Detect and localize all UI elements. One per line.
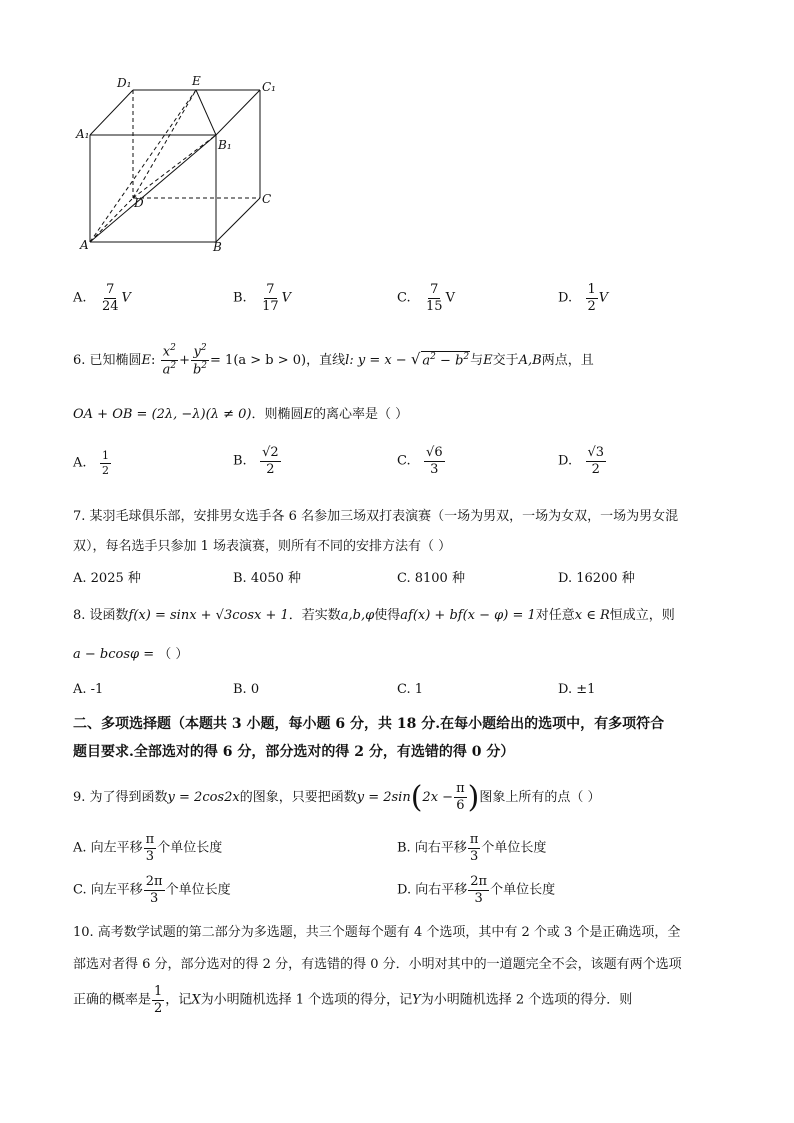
section-heading-line2: 题目要求.全部选对的得 6 分，部分选对的得 2 分，有选错的得 0 分） (73, 744, 515, 760)
q10-line3: 正确的概率是 $\frac{1}{2}$ ，记X为小明随机选择 1 个选项的得分，记Y为小明随机选择 2 个选项的得分．则 (73, 984, 633, 1016)
label-c: C (262, 192, 272, 206)
q6-option-d: D. $\frac{√3}{2}$ (558, 445, 605, 477)
q7-option-b: B. 4050 种 (233, 571, 302, 586)
section-heading-line1: 二、多项选择题（本题共 3 小题，每小题 6 分，共 18 分.在每小题给出的选项中，有多项符合 (73, 716, 665, 732)
label-a: A (80, 238, 89, 252)
q8-option-d: D. ±1 (558, 682, 596, 697)
label-d: D (134, 196, 144, 210)
q5-option-d: D. $\frac{1}{2}$ V (558, 282, 609, 314)
q8-option-c: C. 1 (397, 682, 424, 697)
q6-line1: 6. 已知椭圆E: $\frac{x^2}{a^2}$ + $\frac{y^2}{b^2}$ = 1(a > b > 0)，直线l: y = x − √ $a^2 - b^2$与E交于A,B两点，且 (73, 343, 594, 378)
q7-option-d: D. 16200 种 (558, 571, 635, 586)
cube-figure (70, 70, 290, 260)
q9-option-d: D. 向右平移 $\frac{2\pi}{3}$ 个单位长度 (397, 874, 556, 906)
label-e: E (192, 74, 201, 88)
q9-option-a: A. 向左平移 $\frac{\pi}{3}$ 个单位长度 (73, 832, 223, 864)
q7-option-a: A. 2025 种 (73, 571, 141, 586)
label-c1: C₁ (262, 80, 276, 94)
q9-option-c: C. 向左平移 $\frac{2\pi}{3}$ 个单位长度 (73, 874, 231, 906)
q10-line2: 部选对者得 6 分，部分选对的得 2 分，有选错的得 0 分．小明对其中的一道题完全不会，该题有两个选项 (73, 957, 682, 972)
q8-line1: 8. 设函数f(x) = sinx + √3cosx + 1．若实数a,b,φ使得af(x) + bf(x − φ) = 1对任意x ∈ R恒成立，则 (73, 608, 675, 623)
q6-option-c: C. $\frac{√6}{3}$ (397, 445, 443, 477)
q6-option-a: A. $\frac{1}{2}$ (73, 449, 109, 477)
label-b1: B₁ (218, 138, 232, 152)
label-a1: A₁ (76, 127, 90, 141)
q9-option-b: B. 向右平移 $\frac{\pi}{3}$ 个单位长度 (397, 832, 547, 864)
q10-line1: 10. 高考数学试题的第二部分为多选题，共三个题每个题有 4 个选项，其中有 2 个或 3 个是正确选项，全 (73, 925, 681, 940)
q6-line2: OA + OB = (2λ, −λ)(λ ≠ 0)．则椭圆E的离心率是（ ） (73, 407, 409, 422)
q9-stem: 9. 为了得到函数y = 2cos2x的图象，只要把函数y = 2sin(2x − $\frac{\pi}{6}$ )图象上所有的点（ ） (73, 780, 601, 815)
label-b: B (213, 240, 222, 254)
label-d1: D₁ (117, 76, 132, 90)
q5-option-c: C. $\frac{7}{15}$ V (397, 282, 455, 314)
q6-option-b: B. $\frac{√2}{2}$ (233, 445, 279, 477)
q8-option-b: B. 0 (233, 682, 260, 697)
q7-line1: 7. 某羽毛球俱乐部，安排男女选手各 6 名参加三场双打表演赛（一场为男双，一场为女双，一场为男女混 (73, 509, 679, 524)
q8-option-a: A. -1 (73, 682, 104, 697)
q5-option-b: B. $\frac{7}{17}$ V (233, 282, 292, 314)
q8-line2: a − bcosφ = （ ） (73, 647, 189, 662)
q7-line2: 双），每名选手只参加 1 场表演赛，则所有不同的安排方法有（ ） (73, 539, 452, 554)
q5-option-a: A. $\frac{7}{24}$ V (73, 282, 131, 314)
q7-option-c: C. 8100 种 (397, 571, 465, 586)
